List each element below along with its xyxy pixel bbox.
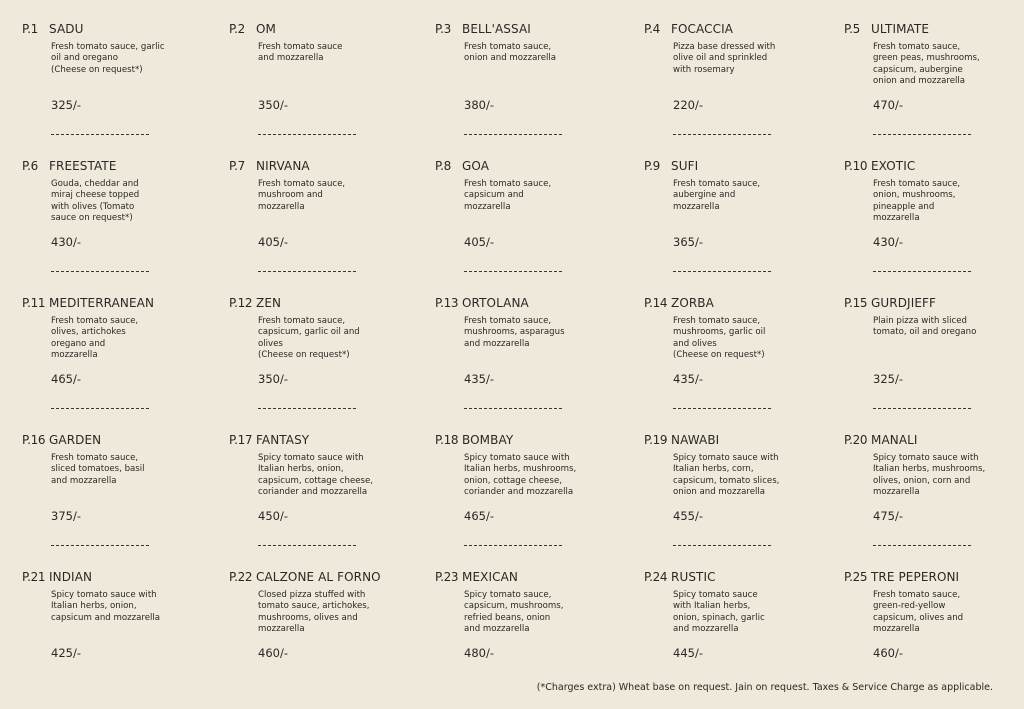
item-name: SUFI (671, 159, 699, 173)
item-code: P.9 (644, 159, 660, 173)
dashed-divider (51, 545, 149, 546)
menu-item (22, 570, 229, 680)
dashed-divider (464, 545, 562, 546)
menu-item (844, 22, 1012, 159)
item-code: P.2 (229, 22, 245, 36)
item-header (229, 22, 435, 36)
menu-item (844, 433, 1012, 570)
item-header (644, 22, 844, 36)
item-header (435, 433, 644, 447)
item-price: 405/- (464, 235, 494, 249)
item-name: EXOTIC (871, 159, 916, 173)
item-description: Fresh tomato sauce, mushrooms, garlic oil and olives (Cheese on request*) (673, 316, 766, 360)
item-name: FOCACCIA (671, 22, 734, 36)
dashed-divider (873, 134, 971, 135)
item-name: OM (256, 22, 276, 36)
dashed-divider (873, 271, 971, 272)
item-header (435, 22, 644, 36)
item-header (844, 570, 1012, 584)
item-description: Fresh tomato sauce, green-red-yellow capsicum, olives and mozzarella (873, 590, 964, 634)
item-header (844, 433, 1012, 447)
item-description: Spicy tomato sauce with Italian herbs, onion, capsicum, cottage cheese, coriander and mozzarella (258, 453, 374, 497)
item-price: 475/- (873, 509, 903, 523)
item-price: 350/- (258, 372, 288, 386)
menu-item (644, 296, 844, 433)
item-price: 220/- (673, 98, 703, 112)
item-header (644, 159, 844, 173)
item-header (644, 570, 844, 584)
item-price: 435/- (464, 372, 494, 386)
item-price: 480/- (464, 646, 494, 660)
item-price: 380/- (464, 98, 494, 112)
item-header (22, 22, 229, 36)
item-header (435, 296, 644, 310)
item-code: P.5 (844, 22, 860, 36)
dashed-divider (464, 271, 562, 272)
item-price: 375/- (51, 509, 81, 523)
item-description: Spicy tomato sauce, capsicum, mushrooms, refried beans, onion and mozzarella (464, 590, 564, 634)
menu-item (22, 159, 229, 296)
item-name: CALZONE AL FORNO (256, 570, 381, 584)
item-price: 325/- (51, 98, 81, 112)
menu-item (644, 159, 844, 296)
item-header (22, 159, 229, 173)
item-code: P.8 (435, 159, 451, 173)
dashed-divider (51, 271, 149, 272)
item-description: Spicy tomato sauce with Italian herbs, mushrooms, olives, onion, corn and mozzarella (873, 453, 986, 497)
item-description: Plain pizza with sliced tomato, oil and oregano (873, 316, 977, 338)
item-name: GOA (462, 159, 490, 173)
item-name: BELL'ASSAI (462, 22, 531, 36)
item-description: Spicy tomato sauce with Italian herbs, mushrooms, onion, cottage cheese, coriander and mozzarella (464, 453, 577, 497)
menu-item (435, 296, 644, 433)
item-header (229, 296, 435, 310)
item-name: INDIAN (49, 570, 93, 584)
item-name: ZEN (256, 296, 282, 310)
item-code: P.12 (229, 296, 253, 310)
item-description: Spicy tomato sauce with Italian herbs, onion, spinach, garlic and mozzarella (673, 590, 765, 634)
item-name: BOMBAY (462, 433, 514, 447)
menu-item (644, 433, 844, 570)
item-name: SADU (49, 22, 84, 36)
item-price: 455/- (673, 509, 703, 523)
item-name: ORTOLANA (462, 296, 529, 310)
item-description: Fresh tomato sauce, onion, mushrooms, pineapple and mozzarella (873, 179, 961, 223)
item-price: 460/- (258, 646, 288, 660)
item-description: Fresh tomato sauce, mushroom and mozzarella (258, 179, 346, 212)
item-code: P.19 (644, 433, 668, 447)
item-code: P.4 (644, 22, 660, 36)
item-code: P.14 (644, 296, 668, 310)
item-description: Fresh tomato sauce, capsicum, garlic oil and olives (Cheese on request*) (258, 316, 360, 360)
menu-item (844, 159, 1012, 296)
item-header (229, 159, 435, 173)
item-code: P.13 (435, 296, 459, 310)
menu-item (229, 570, 435, 680)
item-header (229, 433, 435, 447)
item-header (435, 570, 644, 584)
item-header (844, 296, 1012, 310)
item-name: GURDJIEFF (871, 296, 937, 310)
item-name: ULTIMATE (871, 22, 930, 36)
dashed-divider (673, 408, 771, 409)
item-description: Fresh tomato sauce, mushrooms, asparagus and mozzarella (464, 316, 565, 349)
item-code: P.11 (22, 296, 46, 310)
item-name: ZORBA (671, 296, 714, 310)
item-header (22, 433, 229, 447)
item-code: P.22 (229, 570, 253, 584)
item-description: Fresh tomato sauce and mozzarella (258, 42, 343, 64)
item-price: 465/- (464, 509, 494, 523)
item-description: Fresh tomato sauce, garlic oil and oregano (Cheese on request*) (51, 42, 165, 75)
item-header (844, 22, 1012, 36)
item-header (844, 159, 1012, 173)
dashed-divider (258, 408, 356, 409)
item-price: 365/- (673, 235, 703, 249)
item-code: P.18 (435, 433, 459, 447)
dashed-divider (873, 408, 971, 409)
menu-item (435, 570, 644, 680)
dashed-divider (258, 134, 356, 135)
item-price: 460/- (873, 646, 903, 660)
menu-item (229, 296, 435, 433)
item-header (229, 570, 435, 584)
item-code: P.16 (22, 433, 46, 447)
dashed-divider (464, 408, 562, 409)
item-description: Fresh tomato sauce, aubergine and mozzarella (673, 179, 761, 212)
item-description: Fresh tomato sauce, sliced tomatoes, basil and mozzarella (51, 453, 145, 486)
dashed-divider (873, 545, 971, 546)
item-description: Closed pizza stuffed with tomato sauce, artichokes, mushrooms, olives and mozzarella (258, 590, 370, 634)
menu-item (435, 433, 644, 570)
menu-grid (22, 22, 1012, 680)
item-price: 470/- (873, 98, 903, 112)
menu-item (844, 296, 1012, 433)
item-name: MANALI (871, 433, 918, 447)
item-name: FANTASY (256, 433, 310, 447)
item-code: P.17 (229, 433, 253, 447)
dashed-divider (464, 134, 562, 135)
menu-item (22, 433, 229, 570)
item-description: Fresh tomato sauce, olives, artichokes oregano and mozzarella (51, 316, 139, 360)
item-name: TRE PEPERONI (871, 570, 960, 584)
item-header (435, 159, 644, 173)
item-header (22, 296, 229, 310)
dashed-divider (673, 545, 771, 546)
dashed-divider (673, 271, 771, 272)
dashed-divider (258, 545, 356, 546)
menu-item (229, 22, 435, 159)
item-code: P.3 (435, 22, 451, 36)
item-name: GARDEN (49, 433, 102, 447)
item-code: P.25 (844, 570, 868, 584)
item-price: 430/- (51, 235, 81, 249)
item-code: P.20 (844, 433, 868, 447)
item-description: Pizza base dressed with olive oil and sprinkled with rosemary (673, 42, 776, 75)
item-price: 350/- (258, 98, 288, 112)
menu-item (844, 570, 1012, 680)
item-code: P.15 (844, 296, 868, 310)
dashed-divider (673, 134, 771, 135)
item-code: P.21 (22, 570, 46, 584)
item-price: 450/- (258, 509, 288, 523)
item-description: Spicy tomato sauce with Italian herbs, onion, capsicum and mozzarella (51, 590, 161, 623)
item-price: 425/- (51, 646, 81, 660)
menu-item (435, 159, 644, 296)
menu-item (22, 22, 229, 159)
item-name: NIRVANA (256, 159, 310, 173)
menu-item (644, 22, 844, 159)
item-code: P.1 (22, 22, 38, 36)
item-description: Fresh tomato sauce, onion and mozzarella (464, 42, 557, 64)
item-name: NAWABI (671, 433, 720, 447)
item-description: Gouda, cheddar and miraj cheese topped with olives (Tomato sauce on request*) (51, 179, 140, 223)
menu-item (435, 22, 644, 159)
dashed-divider (51, 134, 149, 135)
item-description: Spicy tomato sauce with Italian herbs, corn, capsicum, tomato slices, onion and mozzarella (673, 453, 780, 497)
item-code: P.10 (844, 159, 868, 173)
item-price: 435/- (673, 372, 703, 386)
item-price: 465/- (51, 372, 81, 386)
menu-item (229, 433, 435, 570)
item-name: MEDITERRANEAN (49, 296, 155, 310)
item-code: P.23 (435, 570, 459, 584)
item-header (22, 570, 229, 584)
dashed-divider (51, 408, 149, 409)
item-header (644, 296, 844, 310)
menu-item (22, 296, 229, 433)
dashed-divider (258, 271, 356, 272)
item-description: Fresh tomato sauce, green peas, mushrooms, capsicum, aubergine onion and mozzarella (873, 42, 980, 86)
menu-item (229, 159, 435, 296)
item-description: Fresh tomato sauce, capsicum and mozzarella (464, 179, 552, 212)
item-name: RUSTIC (671, 570, 716, 584)
item-name: FREESTATE (49, 159, 117, 173)
item-code: P.7 (229, 159, 245, 173)
item-name: MEXICAN (462, 570, 518, 584)
item-price: 405/- (258, 235, 288, 249)
item-code: P.24 (644, 570, 668, 584)
item-code: P.6 (22, 159, 38, 173)
item-price: 445/- (673, 646, 703, 660)
item-price: 325/- (873, 372, 903, 386)
footer-note: (*Charges extra) Wheat base on request. Jain on request. Taxes & Service Charge as applicable. (536, 682, 993, 693)
item-price: 430/- (873, 235, 903, 249)
item-header (644, 433, 844, 447)
menu-item (644, 570, 844, 680)
